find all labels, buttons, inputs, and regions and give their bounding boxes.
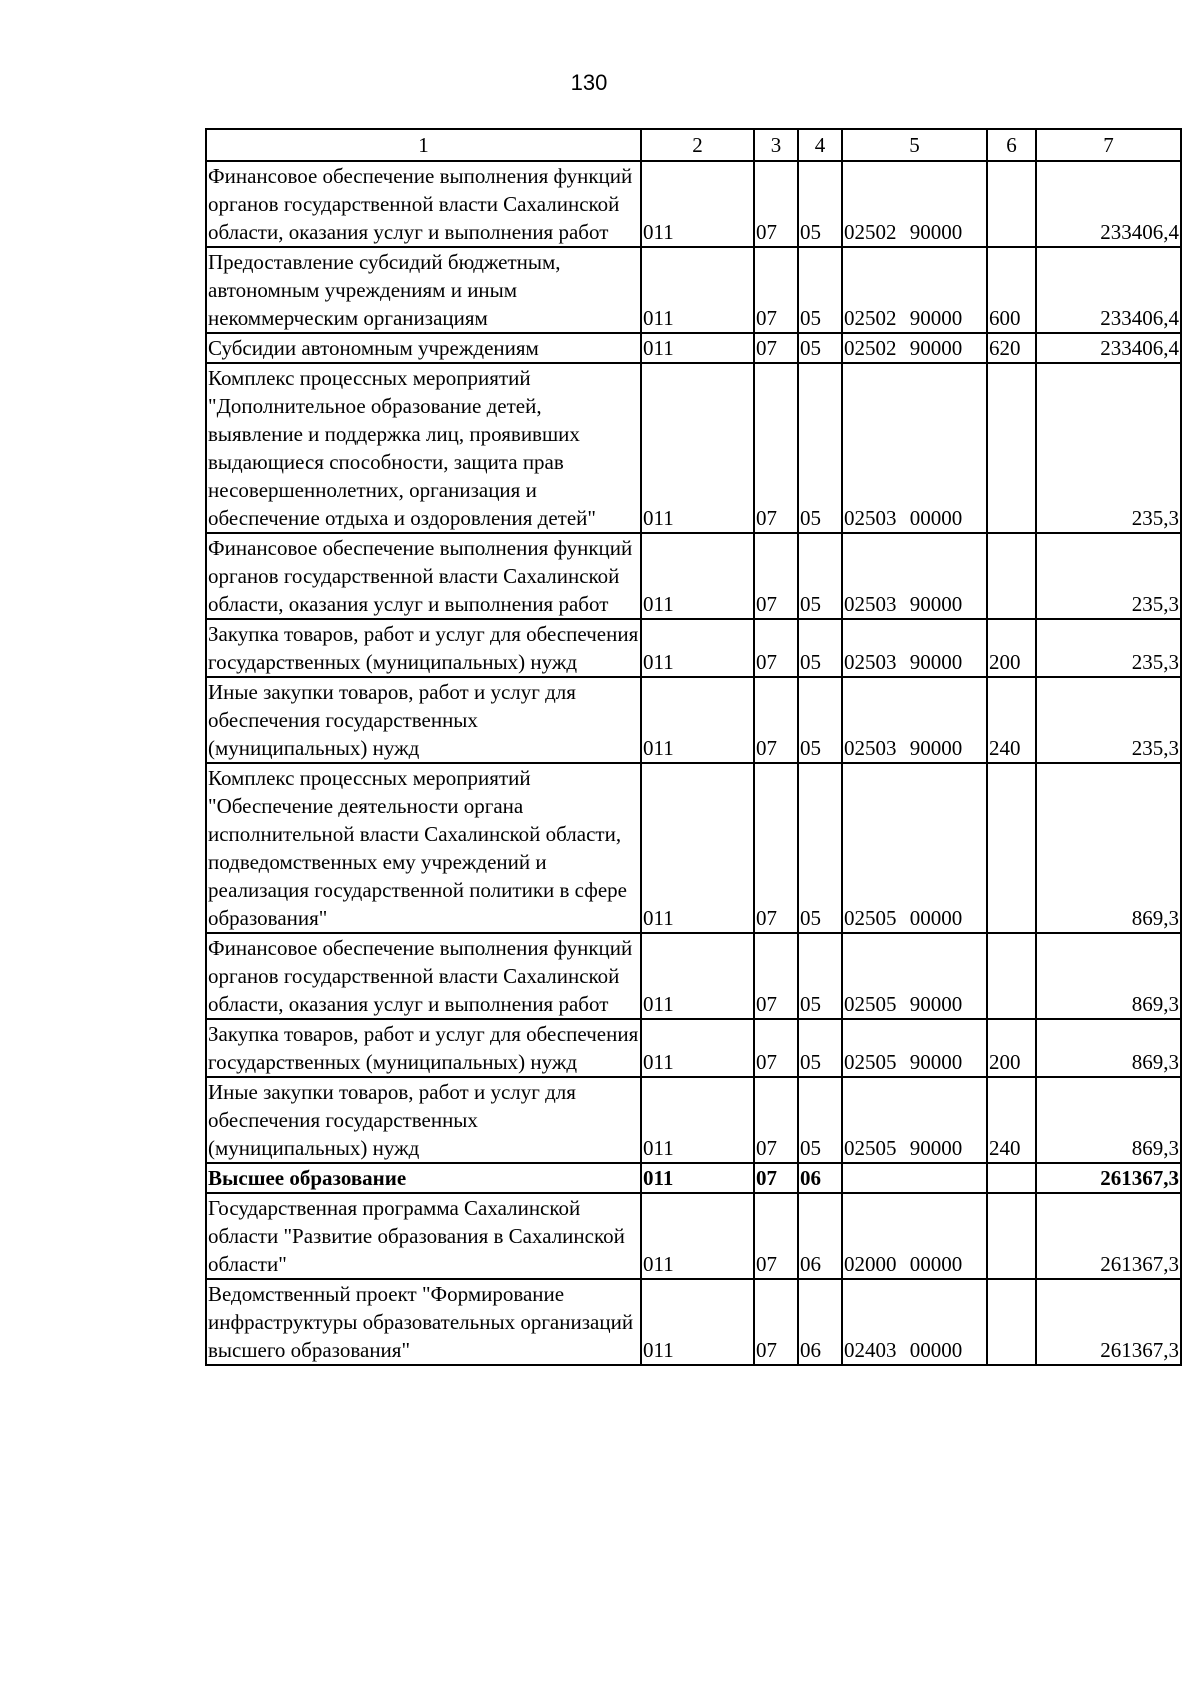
row-vr-code: 600 xyxy=(987,247,1036,333)
row-name: Иные закупки товаров, работ и услуг для обеспечения государственных (муниципальных) нужд xyxy=(206,677,641,763)
row-pr-code: 06 xyxy=(798,1163,842,1193)
row-gr-code: 011 xyxy=(641,677,754,763)
row-csr-code: 02505 90000 xyxy=(842,933,987,1019)
table-row xyxy=(206,533,1181,619)
table-row xyxy=(206,763,1181,933)
budget-table xyxy=(205,128,1182,1366)
row-amount: 261367,3 xyxy=(1036,1279,1181,1365)
row-csr-code: 02000 00000 xyxy=(842,1193,987,1279)
table-row xyxy=(206,933,1181,1019)
header-col-6: 6 xyxy=(987,129,1036,161)
row-rz-code: 07 xyxy=(754,247,798,333)
row-pr-code: 05 xyxy=(798,1077,842,1163)
row-rz-code: 07 xyxy=(754,933,798,1019)
row-pr-code: 05 xyxy=(798,619,842,677)
row-csr-code xyxy=(842,1163,987,1193)
row-gr-code: 011 xyxy=(641,247,754,333)
row-amount: 235,3 xyxy=(1036,363,1181,533)
row-vr-code: 240 xyxy=(987,1077,1036,1163)
row-pr-code: 05 xyxy=(798,161,842,247)
row-amount: 235,3 xyxy=(1036,533,1181,619)
row-pr-code: 05 xyxy=(798,533,842,619)
table-row xyxy=(206,1193,1181,1279)
row-vr-code: 240 xyxy=(987,677,1036,763)
row-name: Субсидии автономным учреждениям xyxy=(206,333,641,363)
table-row xyxy=(206,247,1181,333)
table-row xyxy=(206,1019,1181,1077)
row-rz-code: 07 xyxy=(754,333,798,363)
row-csr-code: 02502 90000 xyxy=(842,161,987,247)
row-gr-code: 011 xyxy=(641,533,754,619)
table-row xyxy=(206,1279,1181,1365)
row-rz-code: 07 xyxy=(754,763,798,933)
header-col-1: 1 xyxy=(206,129,641,161)
row-name: Закупка товаров, работ и услуг для обеспечения государственных (муниципальных) нужд xyxy=(206,619,641,677)
row-rz-code: 07 xyxy=(754,1019,798,1077)
table-row xyxy=(206,1163,1181,1193)
row-amount: 261367,3 xyxy=(1036,1163,1181,1193)
row-pr-code: 05 xyxy=(798,677,842,763)
row-amount: 261367,3 xyxy=(1036,1193,1181,1279)
row-pr-code: 06 xyxy=(798,1279,842,1365)
page-number: 130 xyxy=(570,70,608,95)
row-rz-code: 07 xyxy=(754,619,798,677)
header-col-7: 7 xyxy=(1036,129,1181,161)
row-name: Финансовое обеспечение выполнения функций органов государственной власти Сахалинской области, оказания услуг и выполнения работ xyxy=(206,533,641,619)
row-rz-code: 07 xyxy=(754,1279,798,1365)
row-name: Предоставление субсидий бюджетным, автономным учреждениям и иным некоммерческим организациям xyxy=(206,247,641,333)
row-gr-code: 011 xyxy=(641,619,754,677)
row-rz-code: 07 xyxy=(754,1163,798,1193)
row-amount: 233406,4 xyxy=(1036,161,1181,247)
row-name: Комплекс процессных мероприятий "Обеспечение деятельности органа исполнительной власти Сахалинской области, подведомственных ему учреждений и реализация государственной политики в сфере образования" xyxy=(206,763,641,933)
row-rz-code: 07 xyxy=(754,1193,798,1279)
row-vr-code xyxy=(987,1279,1036,1365)
row-pr-code: 05 xyxy=(798,363,842,533)
row-rz-code: 07 xyxy=(754,161,798,247)
table-row xyxy=(206,619,1181,677)
row-name: Комплекс процессных мероприятий "Дополнительное образование детей, выявление и поддержка лиц, проявивших выдающиеся способности, защита прав несовершеннолетних, организация и обеспечение отдыха и оздоровления детей" xyxy=(206,363,641,533)
row-gr-code: 011 xyxy=(641,161,754,247)
row-gr-code: 011 xyxy=(641,1193,754,1279)
row-gr-code: 011 xyxy=(641,1077,754,1163)
row-amount: 233406,4 xyxy=(1036,333,1181,363)
row-gr-code: 011 xyxy=(641,363,754,533)
table-row xyxy=(206,333,1181,363)
header-col-2: 2 xyxy=(641,129,754,161)
row-rz-code: 07 xyxy=(754,1077,798,1163)
row-csr-code: 02503 90000 xyxy=(842,619,987,677)
row-csr-code: 02505 00000 xyxy=(842,763,987,933)
row-vr-code: 200 xyxy=(987,619,1036,677)
row-csr-code: 02503 90000 xyxy=(842,533,987,619)
row-name: Закупка товаров, работ и услуг для обеспечения государственных (муниципальных) нужд xyxy=(206,1019,641,1077)
row-amount: 869,3 xyxy=(1036,933,1181,1019)
row-vr-code xyxy=(987,161,1036,247)
table-row xyxy=(206,677,1181,763)
row-pr-code: 05 xyxy=(798,333,842,363)
row-gr-code: 011 xyxy=(641,1279,754,1365)
row-gr-code: 011 xyxy=(641,1019,754,1077)
row-vr-code xyxy=(987,1163,1036,1193)
row-amount: 233406,4 xyxy=(1036,247,1181,333)
row-csr-code: 02505 90000 xyxy=(842,1077,987,1163)
row-csr-code: 02502 90000 xyxy=(842,333,987,363)
header-row xyxy=(206,129,1181,161)
row-amount: 869,3 xyxy=(1036,1077,1181,1163)
row-name: Финансовое обеспечение выполнения функций органов государственной власти Сахалинской области, оказания услуг и выполнения работ xyxy=(206,933,641,1019)
row-gr-code: 011 xyxy=(641,933,754,1019)
row-name: Государственная программа Сахалинской области "Развитие образования в Сахалинской области" xyxy=(206,1193,641,1279)
row-vr-code xyxy=(987,933,1036,1019)
row-vr-code xyxy=(987,363,1036,533)
row-pr-code: 06 xyxy=(798,1193,842,1279)
row-name: Высшее образование xyxy=(206,1163,641,1193)
row-rz-code: 07 xyxy=(754,363,798,533)
row-name: Финансовое обеспечение выполнения функций органов государственной власти Сахалинской области, оказания услуг и выполнения работ xyxy=(206,161,641,247)
table-row xyxy=(206,363,1181,533)
row-name: Ведомственный проект "Формирование инфраструктуры образовательных организаций высшего образования" xyxy=(206,1279,641,1365)
row-rz-code: 07 xyxy=(754,533,798,619)
header-col-4: 4 xyxy=(798,129,842,161)
row-vr-code: 620 xyxy=(987,333,1036,363)
row-name: Иные закупки товаров, работ и услуг для обеспечения государственных (муниципальных) нужд xyxy=(206,1077,641,1163)
table-row xyxy=(206,161,1181,247)
row-pr-code: 05 xyxy=(798,1019,842,1077)
row-vr-code xyxy=(987,763,1036,933)
row-pr-code: 05 xyxy=(798,763,842,933)
header-col-5: 5 xyxy=(842,129,987,161)
row-amount: 235,3 xyxy=(1036,677,1181,763)
row-pr-code: 05 xyxy=(798,247,842,333)
row-pr-code: 05 xyxy=(798,933,842,1019)
table-body xyxy=(206,161,1181,1365)
row-gr-code: 011 xyxy=(641,1163,754,1193)
row-amount: 235,3 xyxy=(1036,619,1181,677)
row-vr-code: 200 xyxy=(987,1019,1036,1077)
table-row xyxy=(206,1077,1181,1163)
row-csr-code: 02503 90000 xyxy=(842,677,987,763)
row-csr-code: 02502 90000 xyxy=(842,247,987,333)
row-csr-code: 02503 00000 xyxy=(842,363,987,533)
row-rz-code: 07 xyxy=(754,677,798,763)
row-amount: 869,3 xyxy=(1036,763,1181,933)
row-amount: 869,3 xyxy=(1036,1019,1181,1077)
row-gr-code: 011 xyxy=(641,763,754,933)
row-gr-code: 011 xyxy=(641,333,754,363)
row-vr-code xyxy=(987,533,1036,619)
row-csr-code: 02403 00000 xyxy=(842,1279,987,1365)
header-col-3: 3 xyxy=(754,129,798,161)
row-vr-code xyxy=(987,1193,1036,1279)
row-csr-code: 02505 90000 xyxy=(842,1019,987,1077)
